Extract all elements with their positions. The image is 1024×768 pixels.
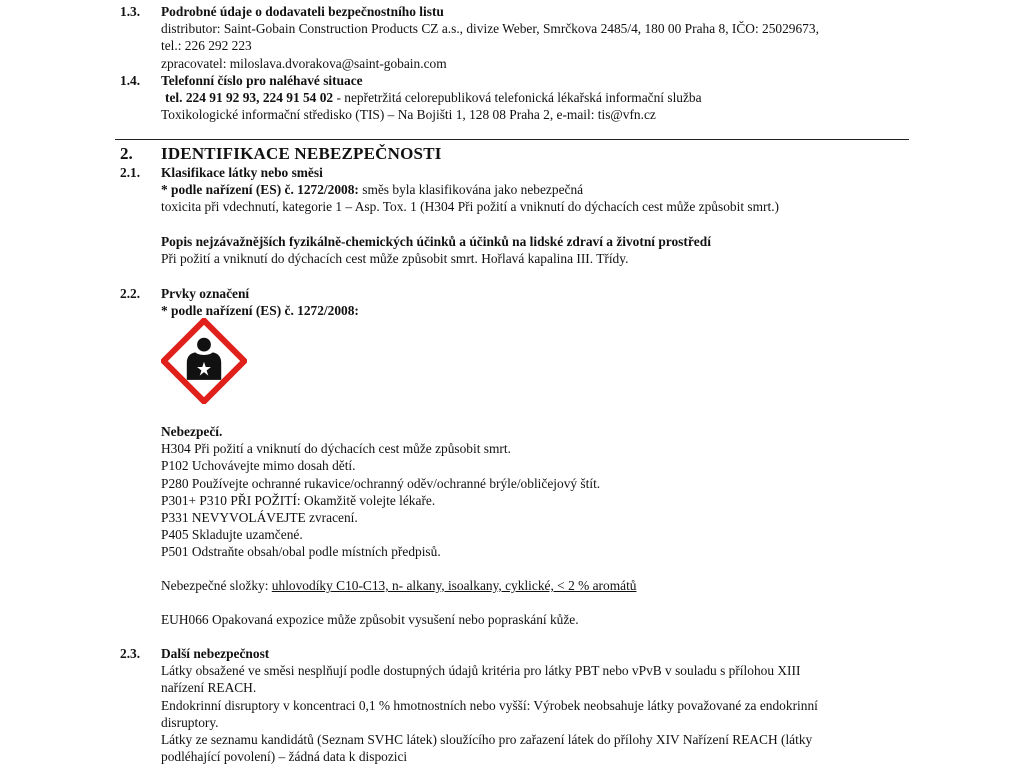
section-1-4-number: 1.4. [120, 73, 141, 88]
supplier-contact-line: zpracovatel: miloslava.dvorakova@saint-gobain.com [161, 55, 447, 71]
classification-reg: * podle nařízení (ES) č. 1272/2008: [161, 182, 359, 198]
section-1-4-title: Telefonní číslo pro naléhavé situace [161, 73, 363, 88]
statement-p501: P501 Odstraňte obsah/obal podle místních předpisů. [161, 544, 441, 560]
statement-p405: P405 Skladujte uzamčené. [161, 527, 303, 543]
section-1-3-title: Podrobné údaje o dodavateli bezpečnostního listu [161, 4, 444, 19]
toxicity-line: toxicita při vdechnutí, kategorie 1 – Asp. Tox. 1 (H304 Při požití a vniknutí do dýchacích cest může způsobit smrt.) [161, 199, 780, 215]
hazard-statements [161, 423, 921, 561]
statement-p301-p310: P301+ P310 PŘI POŽITÍ: Okamžitě volejte lékaře. [161, 492, 436, 508]
classification-result: směs byla klasifikována jako nebezpečná [358, 182, 584, 198]
pbt-line-2: nařízení REACH. [161, 680, 257, 696]
section-2-number: 2. [120, 144, 133, 163]
section-2-3-number: 2.3. [120, 646, 141, 661]
section-2-title: IDENTIFIKACE NEBEZPEČNOSTI [161, 144, 442, 163]
ghs08-health-hazard-icon [161, 318, 247, 404]
emergency-phone-numbers: tel. 224 91 92 93, 224 91 54 02 [165, 90, 334, 106]
effects-block [161, 233, 921, 267]
section-2-2 [161, 285, 921, 319]
hazardous-components-label: Nebezpečné složky: [161, 578, 272, 593]
section-2-1-number: 2.1. [120, 165, 141, 180]
classification-reg-line [161, 181, 921, 198]
hazardous-components-value: uhlovodíky C10-C13, n- alkany, isoalkany, cyklické, < 2 % aromátů [271, 578, 637, 593]
section-2-3-title: Další nebezpečnost [161, 646, 270, 661]
effects-text: Při požití a vniknutí do dýchacích cest může způsobit smrt. Hořlavá kapalina III. Třídy. [161, 251, 629, 267]
euh-statement-block [161, 611, 921, 628]
pbt-line-1: Látky obsažené ve směsi nesplňují podle dostupných údajů kritéria pro látky PBT nebo vPvB v souladu s přílohou XIII [161, 663, 801, 679]
section-1-3-number: 1.3. [120, 4, 141, 19]
section-2-2-title: Prvky označení [161, 286, 250, 301]
labelling-reg: * podle nařízení (ES) č. 1272/2008: [161, 303, 359, 319]
statement-p102: P102 Uchovávejte mimo dosah dětí. [161, 458, 356, 474]
hazardous-components [161, 577, 921, 594]
section-2-1-title: Klasifikace látky nebo směsi [161, 165, 323, 180]
section-divider [115, 139, 909, 140]
svhc-line-2: podléhající povolení) – žádná data k dispozici [161, 749, 408, 765]
section-2-2-number: 2.2. [120, 286, 141, 301]
euh066-statement: EUH066 Opakovaná expozice může způsobit vysušení nebo popraskání kůže. [161, 612, 579, 627]
signal-word: Nebezpečí. [161, 424, 223, 439]
effects-title: Popis nejzávažnějších fyzikálně-chemických účinků a účinků na lidské zdraví a životní prostředí [161, 234, 711, 249]
statement-h304: H304 Při požití a vniknutí do dýchacích cest může způsobit smrt. [161, 441, 511, 457]
section-2-1 [161, 164, 921, 216]
endocrine-line-2: disruptory. [161, 714, 219, 730]
endocrine-line-1: Endokrinní disruptory v koncentraci 0,1 % hmotnostních nebo vyšší: Výrobek neobsahuje látky považované za endokrinní [161, 697, 818, 713]
tis-line: Toxikologické informační středisko (TIS) – Na Bojišti 1, 128 08 Praha 2, e-mail: tis@vfn.cz [161, 107, 656, 123]
section-1-3 [161, 3, 921, 72]
emergency-phone-desc: - nepřetržitá celorepubliková telefonická lékařská informační služba [333, 90, 702, 106]
section-2-3 [161, 645, 921, 765]
supplier-phone-line: tel.: 226 292 223 [161, 38, 252, 54]
section-1-4 [161, 72, 921, 124]
svhc-line-1: Látky ze seznamu kandidátů (Seznam SVHC látek) sloužícího pro zařazení látek do přílohy XIV Nařízení REACH (látky [161, 732, 813, 748]
emergency-phone-line [161, 89, 921, 106]
supplier-distributor-line: distributor: Saint-Gobain Construction Products CZ a.s., divize Weber, Smrčkova 2485/4, 180 00 Praha 8, IČO: 25029673, [161, 21, 819, 37]
statement-p280: P280 Používejte ochranné rukavice/ochranný oděv/ochranné brýle/obličejový štít. [161, 475, 601, 491]
statement-p331: P331 NEVYVOLÁVEJTE zvracení. [161, 510, 358, 526]
